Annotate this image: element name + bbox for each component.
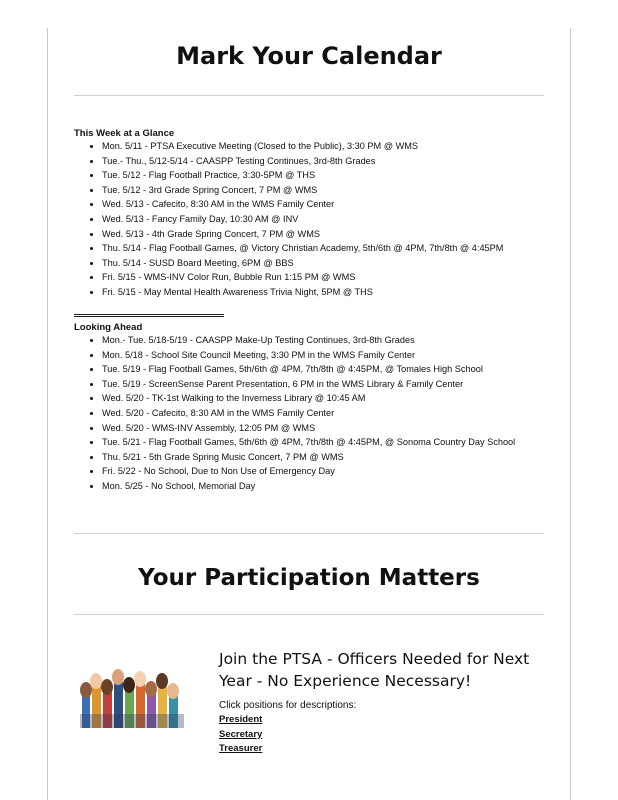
list-item: • Thu. 5/21 - 5th Grade Spring Music Concert, 7 PM @ WMS <box>102 450 515 465</box>
list-item: • Wed. 5/20 - Cafecito, 8:30 AM in the WMS Family Center <box>102 406 515 421</box>
list-item: • Mon. 5/18 - School Site Council Meeting, 3:30 PM in the WMS Family Center <box>102 348 515 363</box>
calendar-title: Mark Your Calendar <box>176 42 442 70</box>
raised-hands-icon <box>80 669 184 728</box>
looking-ahead-heading: Looking Ahead <box>74 322 143 333</box>
list-item: • Thu. 5/14 - Flag Football Games, @ Victory Christian Academy, 5th/6th @ 4PM, 7th/8th @ 4:45PM <box>102 241 503 256</box>
list-item: • Tue. 5/12 - Flag Football Practice, 3:30-5PM @ THS <box>102 168 503 183</box>
list-item: • Mon. 5/25 - No School, Memorial Day <box>102 479 515 494</box>
treasurer-link[interactable]: Treasurer <box>219 743 263 754</box>
page-border-left <box>47 28 48 800</box>
list-item: • Thu. 5/14 - SUSD Board Meeting, 6PM @ BBS <box>102 256 503 271</box>
secretary-link[interactable]: Secretary <box>219 728 263 740</box>
list-item: • Fri. 5/15 - May Mental Health Awareness Trivia Night, 5PM @ THS <box>102 285 503 300</box>
list-item: • Fri. 5/15 - WMS-INV Color Run, Bubble Run 1:15 PM @ WMS <box>102 270 503 285</box>
list-item: • Tue. 5/19 - Flag Football Games, 5th/6th @ 4PM, 7th/8th @ 4:45PM, @ Tomales High School <box>102 362 515 377</box>
ptsa-section <box>219 648 549 757</box>
list-item: • Wed. 5/13 - 4th Grade Spring Concert, 7 PM @ WMS <box>102 227 503 242</box>
divider <box>74 95 544 96</box>
list-item: • Mon.- Tue. 5/18-5/19 - CAASPP Make-Up Testing Continues, 3rd-8th Grades <box>102 333 515 348</box>
list-item: • Tue. 5/19 - ScreenSense Parent Presentation, 6 PM in the WMS Library & Family Center <box>102 377 515 392</box>
section-rule <box>74 314 224 315</box>
ptsa-title: Join the PTSA - Officers Needed for Next Year - No Experience Necessary! <box>219 650 530 690</box>
list-item: • Mon. 5/11 - PTSA Executive Meeting (Closed to the Public), 3:30 PM @ WMS <box>102 139 503 154</box>
divider <box>74 614 544 615</box>
participation-title: Your Participation Matters <box>138 565 480 591</box>
president-link[interactable]: President <box>219 714 263 725</box>
list-item: • Tue. 5/21 - Flag Football Games, 5th/6th @ 4PM, 7th/8th @ 4:45PM, @ Sonoma Country Day School <box>102 435 515 450</box>
divider <box>74 533 544 534</box>
looking-ahead-list <box>74 333 515 494</box>
this-week-section <box>74 128 503 300</box>
this-week-heading: This Week at a Glance <box>74 128 175 139</box>
looking-ahead-section <box>74 322 515 494</box>
list-item: • Wed. 5/20 - TK-1st Walking to the Inverness Library @ 10:45 AM <box>102 391 515 406</box>
this-week-list <box>74 139 503 300</box>
list-item: • Wed. 5/13 - Cafecito, 8:30 AM in the WMS Family Center <box>102 197 503 212</box>
section-rule <box>74 316 224 317</box>
list-item: • Wed. 5/13 - Fancy Family Day, 10:30 AM @ INV <box>102 212 503 227</box>
ptsa-intro: Click positions for descriptions: <box>219 700 357 711</box>
page-border-right <box>570 28 571 800</box>
list-item: • Tue. 5/12 - 3rd Grade Spring Concert, 7 PM @ WMS <box>102 183 503 198</box>
list-item: • Tue.- Thu., 5/12-5/14 - CAASPP Testing Continues, 3rd-8th Grades <box>102 154 503 169</box>
raised-hands-illustration <box>80 664 184 728</box>
list-item: • Fri. 5/22 - No School, Due to Non Use of Emergency Day <box>102 464 515 479</box>
list-item: • Wed. 5/20 - WMS-INV Assembly, 12:05 PM @ WMS <box>102 421 515 436</box>
